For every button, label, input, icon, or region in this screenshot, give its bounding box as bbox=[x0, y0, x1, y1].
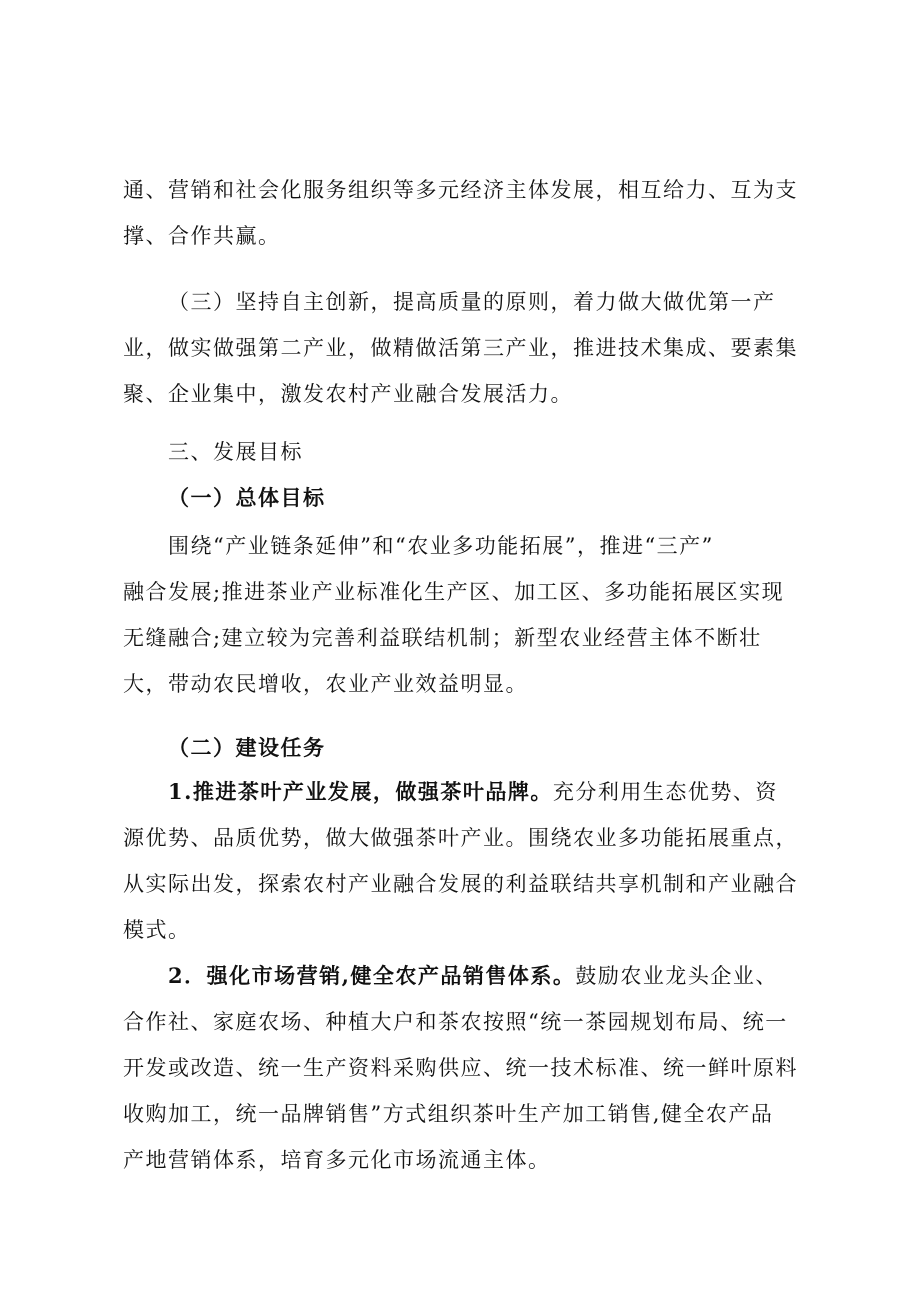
overall-goals-line-3: 无缝融合;建立较为完善利益联结机制；新型农业经营主体不断壮 bbox=[123, 626, 762, 650]
task-2-line-1 bbox=[168, 962, 778, 990]
task-1-bold-lead: 1.推进茶叶产业发展，做强茶叶品牌。 bbox=[168, 779, 553, 804]
task-1-line-2: 源优势、品质优势，做大做强茶叶产业。围绕农业多功能拓展重点， bbox=[123, 826, 798, 850]
task-2-line-3: 开发或改造、统一生产资料采购供应、统一技术标准、统一鲜叶原料 bbox=[123, 1056, 798, 1080]
task-2-bold-lead: 2．强化市场营销,健全农产品销售体系。 bbox=[168, 963, 576, 988]
overall-goals-line-1: 围绕“产业链条延伸”和“农业多功能拓展”，推进“三产” bbox=[168, 534, 714, 558]
task-1-line-3: 从实际出发，探索农村产业融合发展的利益联结共享机制和产业融合 bbox=[123, 872, 798, 896]
task-2-line-2: 合作社、家庭农场、种植大户和茶农按照“统一茶园规划布局、统一 bbox=[123, 1010, 788, 1034]
task-1-line-1 bbox=[168, 778, 778, 806]
overall-goals-line-2: 融合发展;推进茶业产业标准化生产区、加工区、多功能拓展区实现 bbox=[123, 580, 785, 604]
task-2-line-4: 收购加工，统一品牌销售”方式组织茶叶生产加工销售,健全农产品 bbox=[123, 1102, 774, 1126]
task-1-line-1-rest: 充分利用生态优势、资 bbox=[552, 780, 778, 804]
task-2-line-5: 产地营销体系，培育多元化市场流通主体。 bbox=[123, 1148, 551, 1172]
continuation-line-1: 通、营销和社会化服务组织等多元经济主体发展，相互给力、互为支 bbox=[123, 178, 798, 202]
continuation-line-2: 撑、合作共赢。 bbox=[123, 224, 281, 248]
subsection-heading-overall-goals: （一）总体目标 bbox=[168, 486, 326, 510]
section-heading: 三、发展目标 bbox=[168, 440, 303, 464]
overall-goals-line-4: 大，带动农民增收，农业产业效益明显。 bbox=[123, 672, 528, 696]
subsection-heading-construction-tasks: （二）建设任务 bbox=[168, 736, 326, 760]
principle-three-line-3: 聚、企业集中，激发农村产业融合发展活力。 bbox=[123, 382, 573, 406]
task-1-line-4: 模式。 bbox=[123, 918, 191, 942]
principle-three-line-1: （三）坚持自主创新，提高质量的原则，着力做大做优第一产 bbox=[168, 290, 776, 314]
task-2-line-1-rest: 鼓励农业龙头企业、 bbox=[575, 964, 778, 988]
principle-three-line-2: 业，做实做强第二产业，做精做活第三产业，推进技术集成、要素集 bbox=[123, 336, 798, 360]
